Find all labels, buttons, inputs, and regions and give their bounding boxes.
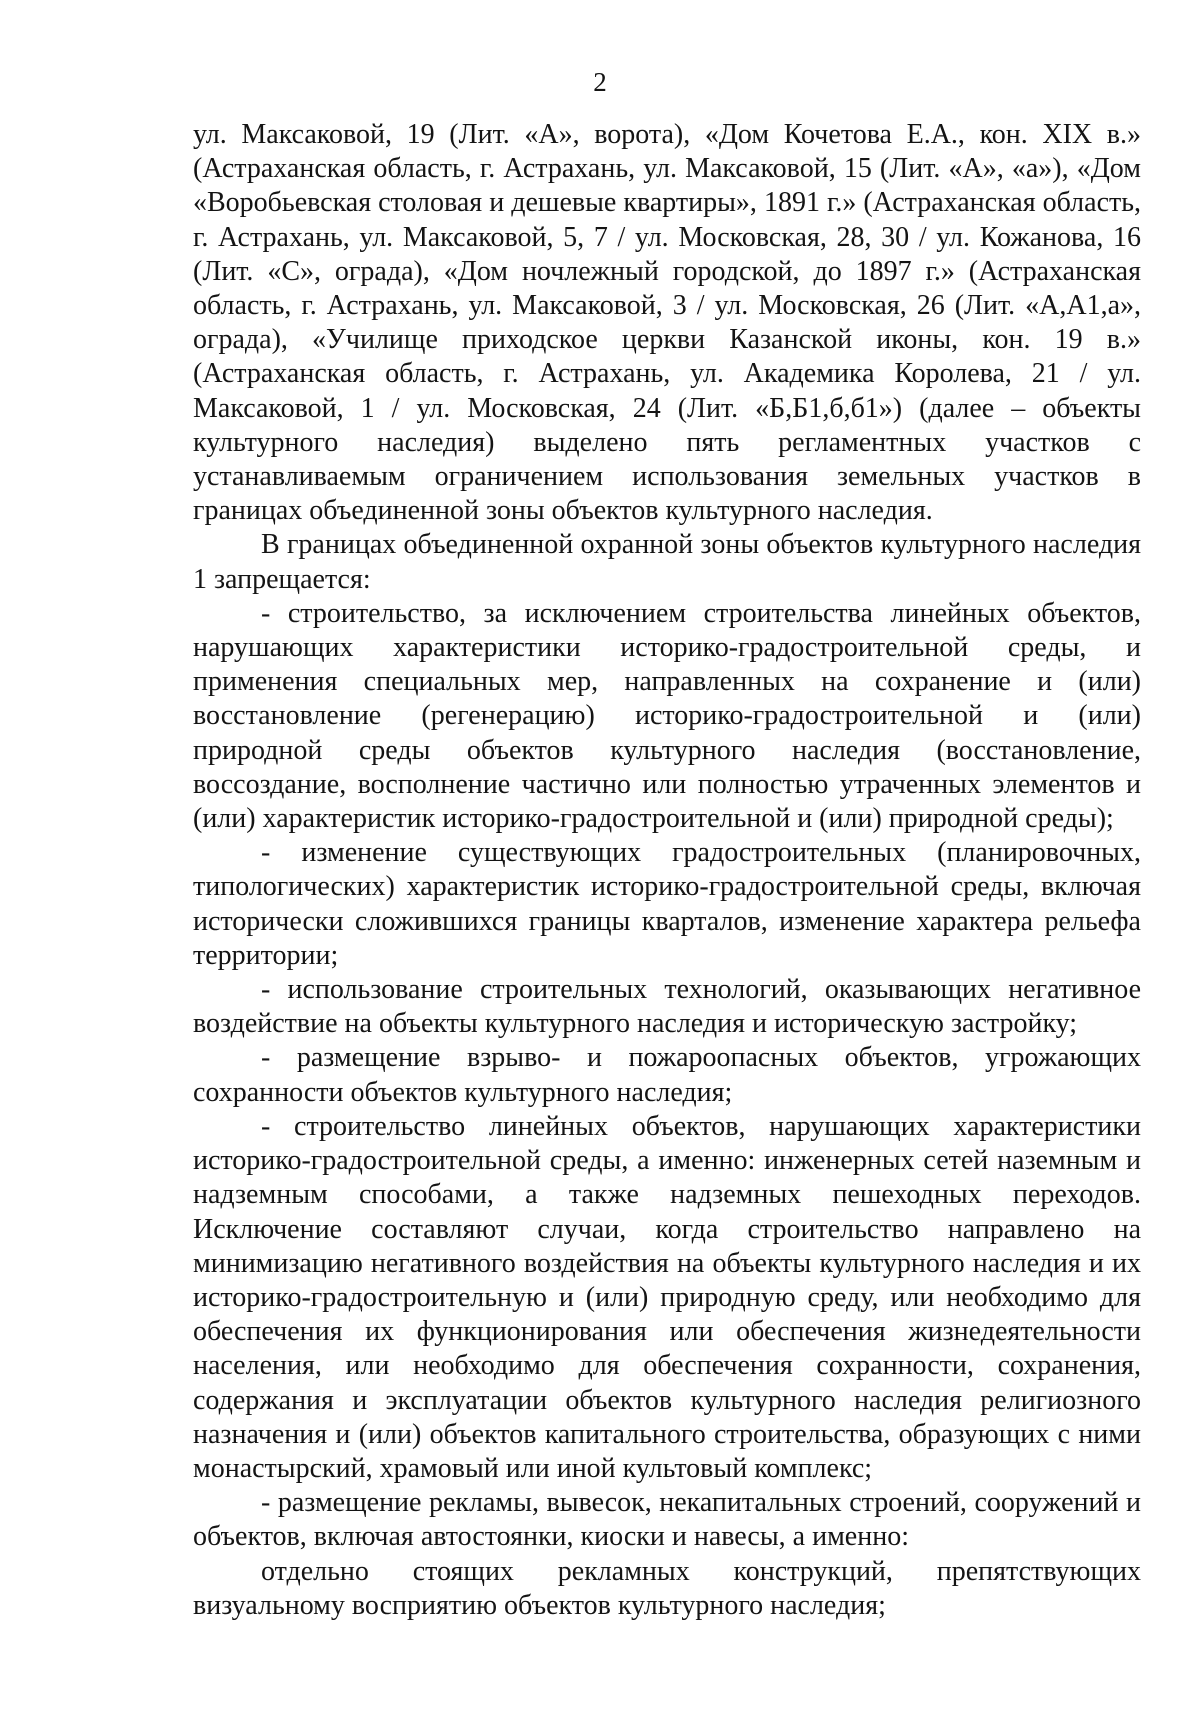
list-item-urban-characteristics: - изменение существующих градостроительных (планировочных, типологических) характеристик историко-градостроительной среды, включая исторически сложившихся границы кварталов, изменение характера рельефа территории; xyxy=(193,837,1141,971)
paragraph-prohibitions-intro: В границах объединенной охранной зоны объектов культурного наследия 1 запрещается: xyxy=(193,529,1141,595)
list-item-advertising-structures: отдельно стоящих рекламных конструкций, препятствующих визуальному восприятию объектов культурного наследия; xyxy=(193,1555,1141,1621)
page-number: 2 xyxy=(593,67,607,97)
list-item-technologies: - использование строительных технологий, оказывающих негативное воздействие на объекты культурного наследия и историческую застройку; xyxy=(193,974,1141,1040)
list-item-advertising: - размещение рекламы, вывесок, некапитальных строений, сооружений и объектов, включая автостоянки, киоски и навесы, а именно: xyxy=(193,1487,1141,1553)
paragraph-continuation: ул. Максаковой, 19 (Лит. «А», ворота), «Дом Кочетова Е.А., кон. XIX в.» (Астраханская область, г. Астрахань, ул. Максаковой, 15 (Лит. «А», «а»), «Дом «Воробьевская столовая и дешевые квартиры», 1891 г.» (Астраханская область, г. Астрахань, ул. Максаковой, 5, 7 / ул. Московская, 28, 30 / ул. Кожанова, 16 (Лит. «С», ограда), «Дом ночлежный городской, до 1897 г.» (Астраханская область, г. Астрахань, ул. Максаковой, 3 / ул. Московская, 26 (Лит. «А,А1,а», ограда), «Училище приходское церкви Казанской иконы, кон. 19 в.» (Астраханская область, г. Астрахань, ул. Академика Королева, 21 / ул. Максаковой, 1 / ул. Московская, 24 (Лит. «Б,Б1,б,б1») (далее – объекты культурного наследия) выделено пять регламентных участков с устанавливаемым ограничением использования земельных участков в границах объединенной зоны объектов культурного наследия. xyxy=(193,119,1141,527)
document-body xyxy=(193,118,1141,1623)
list-item-hazardous-objects: - размещение взрыво- и пожароопасных объектов, угрожающих сохранности объектов культурного наследия; xyxy=(193,1042,1141,1108)
list-item-linear-objects: - строительство линейных объектов, нарушающих характеристики историко-градостроительной среды, а именно: инженерных сетей наземным и надземным способами, а также надземных пешеходных переходов. Исключение составляют случаи, когда строительство направлено на минимизацию негативного воздействия на объекты культурного наследия и их историко-градостроительную и (или) природную среду, или необходимо для обеспечения их функционирования или обеспечения жизнедеятельности населения, или необходимо для обеспечения сохранности, сохранения, содержания и эксплуатации объектов культурного наследия религиозного назначения и (или) объектов капитального строительства, образующих с ними монастырский, храмовый или иной культовый комплекс; xyxy=(193,1110,1141,1484)
list-item-construction: - строительство, за исключением строительства линейных объектов, нарушающих характеристики историко-градостроительной среды, и применения специальных мер, направленных на сохранение и (или) восстановление (регенерацию) историко-градостроительной и (или) природной среды объектов культурного наследия (восстановление, воссоздание, восполнение частично или полностью утраченных элементов и (или) характеристик историко-градостроительной и (или) природной среды); xyxy=(193,597,1141,835)
